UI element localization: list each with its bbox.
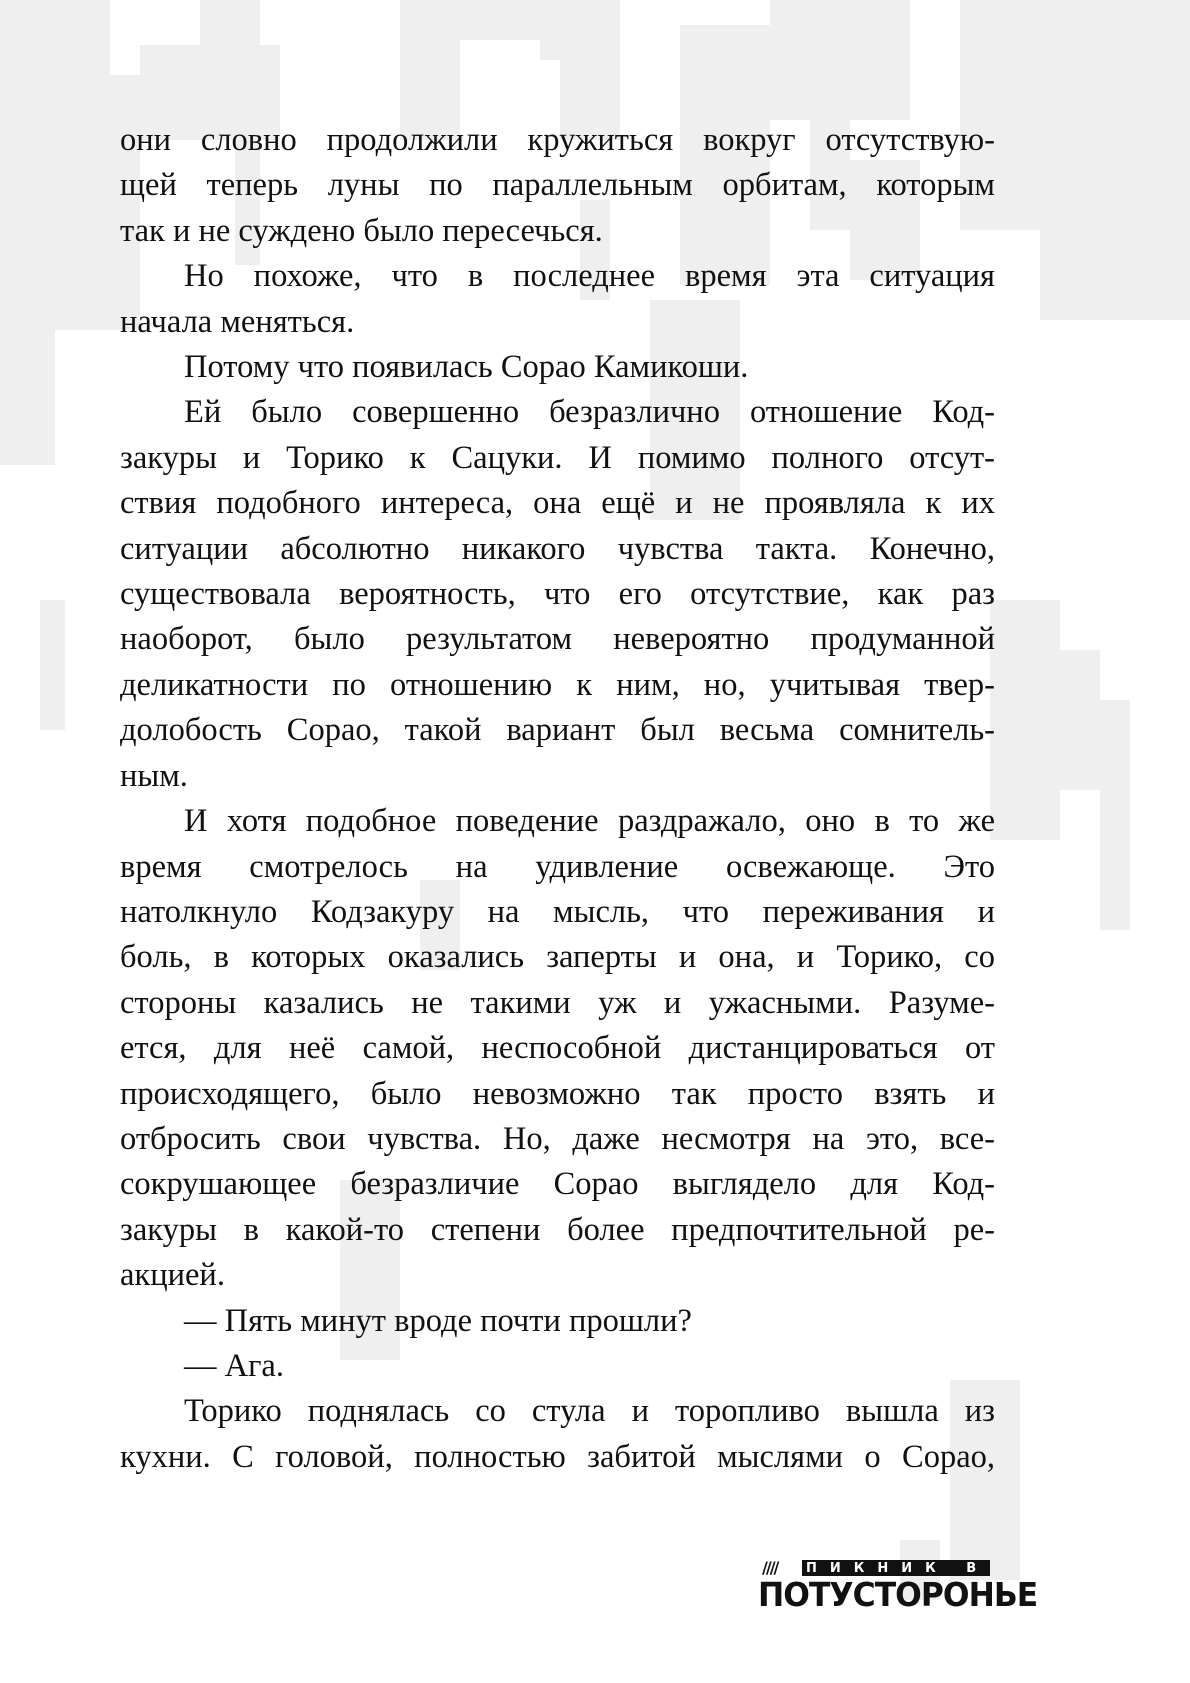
text-line: происходящего, было невозможно так просто взять и [120, 1075, 995, 1112]
publisher-logo [758, 1558, 1038, 1616]
text-line: время смотрелось на удивление освежающе. Это [120, 848, 995, 885]
text-line: Ей было совершенно безразлично отношение Код- [184, 394, 995, 431]
logo-slashes: //// [762, 1558, 778, 1577]
text-line: — Ага. [184, 1347, 284, 1384]
body-text [120, 118, 995, 1480]
text-line: ситуации абсолютно никакого чувства такта. Конечно, [120, 530, 995, 567]
text-line: щей теперь луны по параллельным орбитам, которым [120, 167, 995, 204]
text-line: Торико поднялась со стула и торопливо вышла из [184, 1393, 995, 1430]
text-line: они словно продолжили кружиться вокруг отсутствую- [120, 122, 995, 158]
text-line: Но похоже, что в последнее время эта ситуация [184, 258, 995, 295]
text-line: Потому что появилась Сорао Камикоши. [184, 349, 749, 386]
text-line: ется, для неё самой, неспособной дистанцироваться от [120, 1030, 995, 1067]
text-line: закуры в какой-то степени более предпочтительной ре- [120, 1211, 995, 1248]
text-line: ствия подобного интереса, она ещё и не проявляла к их [120, 485, 995, 522]
logo-top-text: ПИКНИК В [806, 1560, 990, 1576]
text-line: существовала вероятность, что его отсутствие, как раз [120, 576, 995, 613]
text-line: закуры и Торико к Сацуки. И помимо полного отсут- [120, 439, 995, 476]
text-line: наоборот, было результатом невероятно продуманной [120, 621, 995, 658]
text-line: акцией. [120, 1257, 225, 1294]
text-line: ным. [120, 757, 188, 794]
text-line: долобость Сорао, такой вариант был весьма сомнитель- [120, 712, 995, 749]
text-line: отбросить свои чувства. Но, даже несмотря на это, все- [120, 1120, 995, 1157]
text-line: натолкнуло Кодзакуру на мысль, что переживания и [120, 893, 995, 930]
logo-bottom-text: ПОТУСТОРОНЬЕ [758, 1575, 1038, 1614]
text-line: боль, в которых оказались заперты и она, и Торико, со [120, 939, 995, 976]
text-line: стороны казались не такими уж и ужасными. Разуме- [120, 984, 995, 1021]
text-line: так и не суждено было пересечься. [120, 212, 603, 249]
text-line: кухни. С головой, полностью забитой мыслями о Сорао, [120, 1438, 995, 1475]
text-line: — Пять минут вроде почти прошли? [184, 1302, 692, 1339]
text-line: сокрушающее безразличие Сорао выглядело для Код- [120, 1166, 995, 1203]
text-line: деликатности по отношению к ним, но, учитывая твер- [120, 666, 995, 703]
logo-top-bar [758, 1560, 990, 1576]
text-line: начала меняться. [120, 303, 355, 340]
text-line: И хотя подобное поведение раздражало, оно в то же [184, 803, 995, 840]
